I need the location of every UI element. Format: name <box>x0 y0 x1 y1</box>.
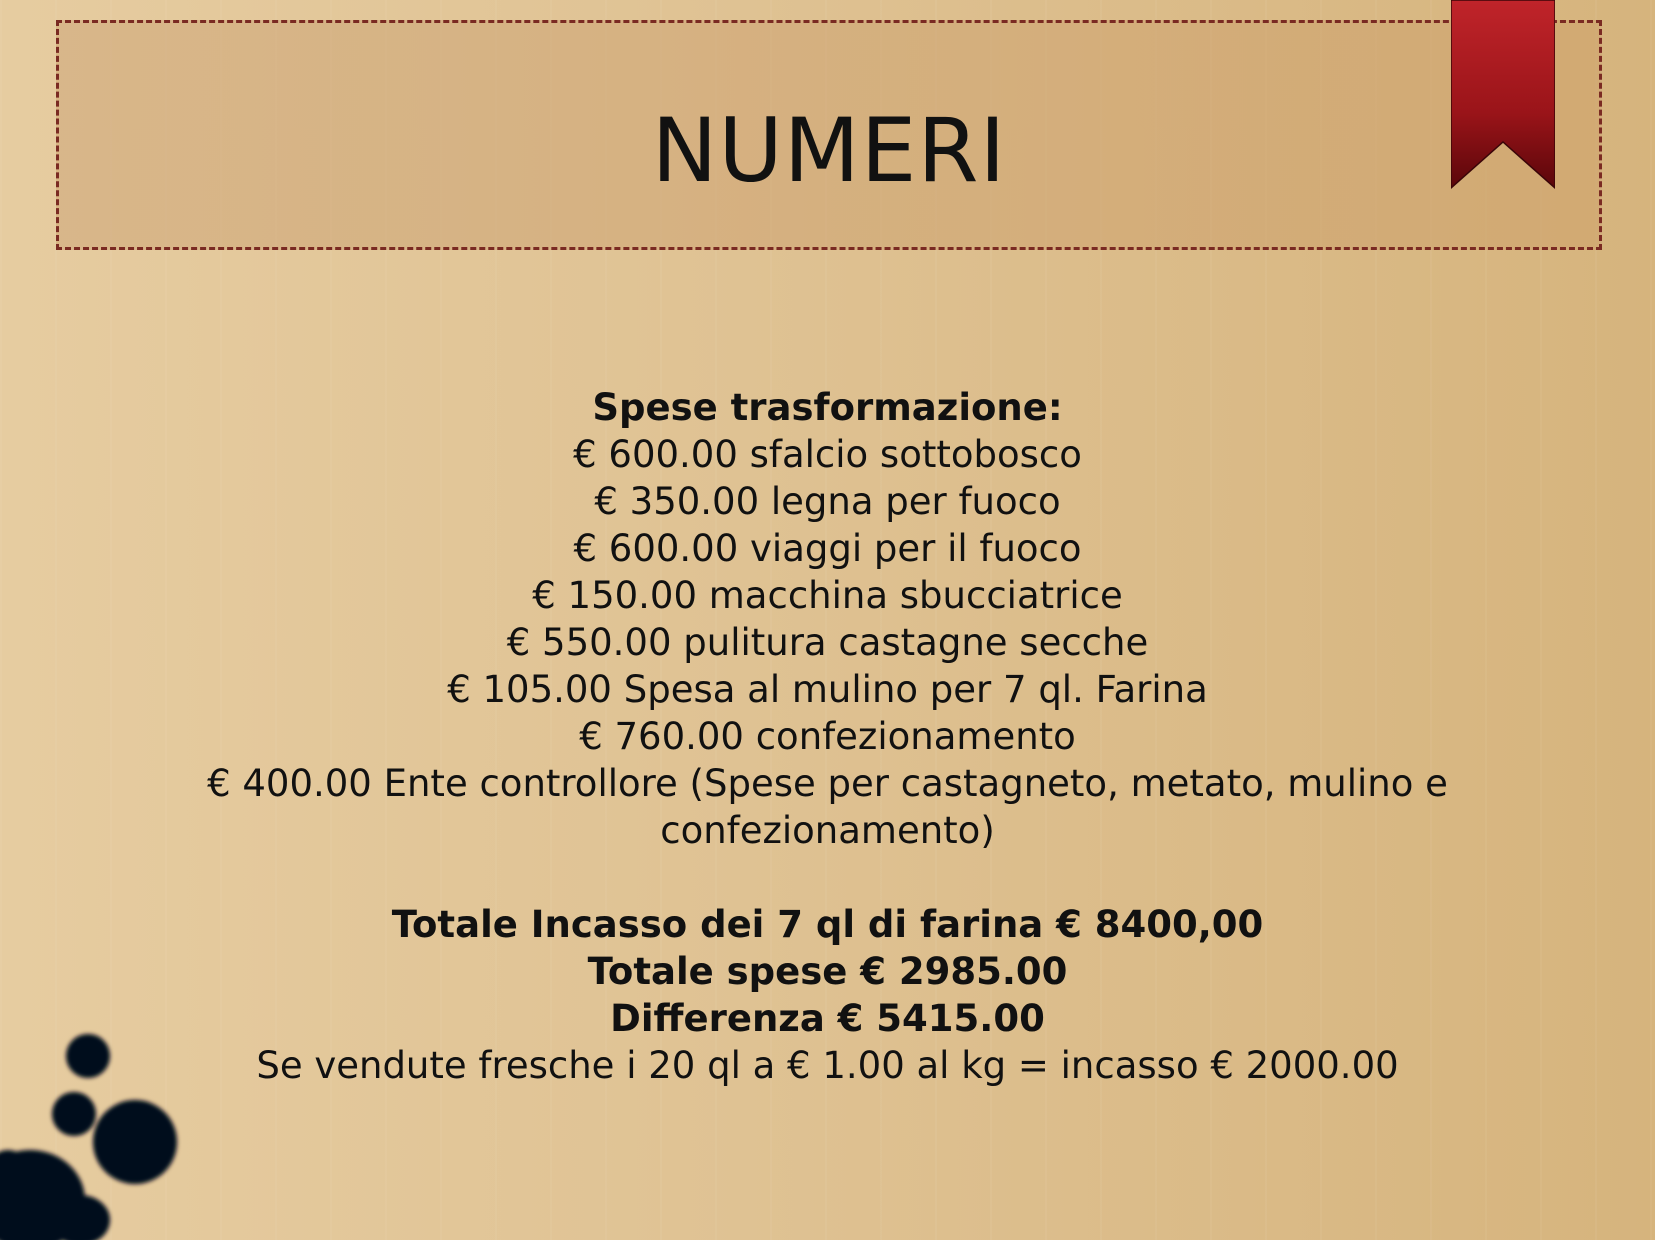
difference: Differenza € 5415.00 <box>610 997 1045 1040</box>
ink-blots-decoration <box>0 1020 190 1240</box>
total-expenses: Totale spese € 2985.00 <box>587 950 1068 993</box>
expense-item: € 400.00 Ente controllore (Spese per castagneto, metato, mulino e <box>207 762 1448 805</box>
bookmark-ribbon-icon <box>1451 0 1555 190</box>
slide-content <box>150 384 1505 1089</box>
expense-item: € 150.00 macchina sbucciatrice <box>532 574 1123 617</box>
expense-item: € 600.00 viaggi per il fuoco <box>573 527 1082 570</box>
title-box <box>56 20 1602 250</box>
spacer <box>150 854 1505 901</box>
expense-item: € 760.00 confezionamento <box>579 715 1076 758</box>
expense-item-continuation: confezionamento) <box>660 809 995 852</box>
expense-item: € 350.00 legna per fuoco <box>594 480 1061 523</box>
total-income: Totale Incasso dei 7 ql di farina € 8400,00 <box>391 903 1264 946</box>
fresh-sale-note: Se vendute fresche i 20 ql a € 1.00 al kg = incasso € 2000.00 <box>256 1044 1399 1087</box>
section-heading: Spese trasformazione: <box>592 386 1063 429</box>
expense-item: € 600.00 sfalcio sottobosco <box>573 433 1082 476</box>
expense-item: € 550.00 pulitura castagne secche <box>506 621 1149 664</box>
page-title: NUMERI <box>651 99 1007 202</box>
expense-item: € 105.00 Spesa al mulino per 7 ql. Farina <box>447 668 1208 711</box>
